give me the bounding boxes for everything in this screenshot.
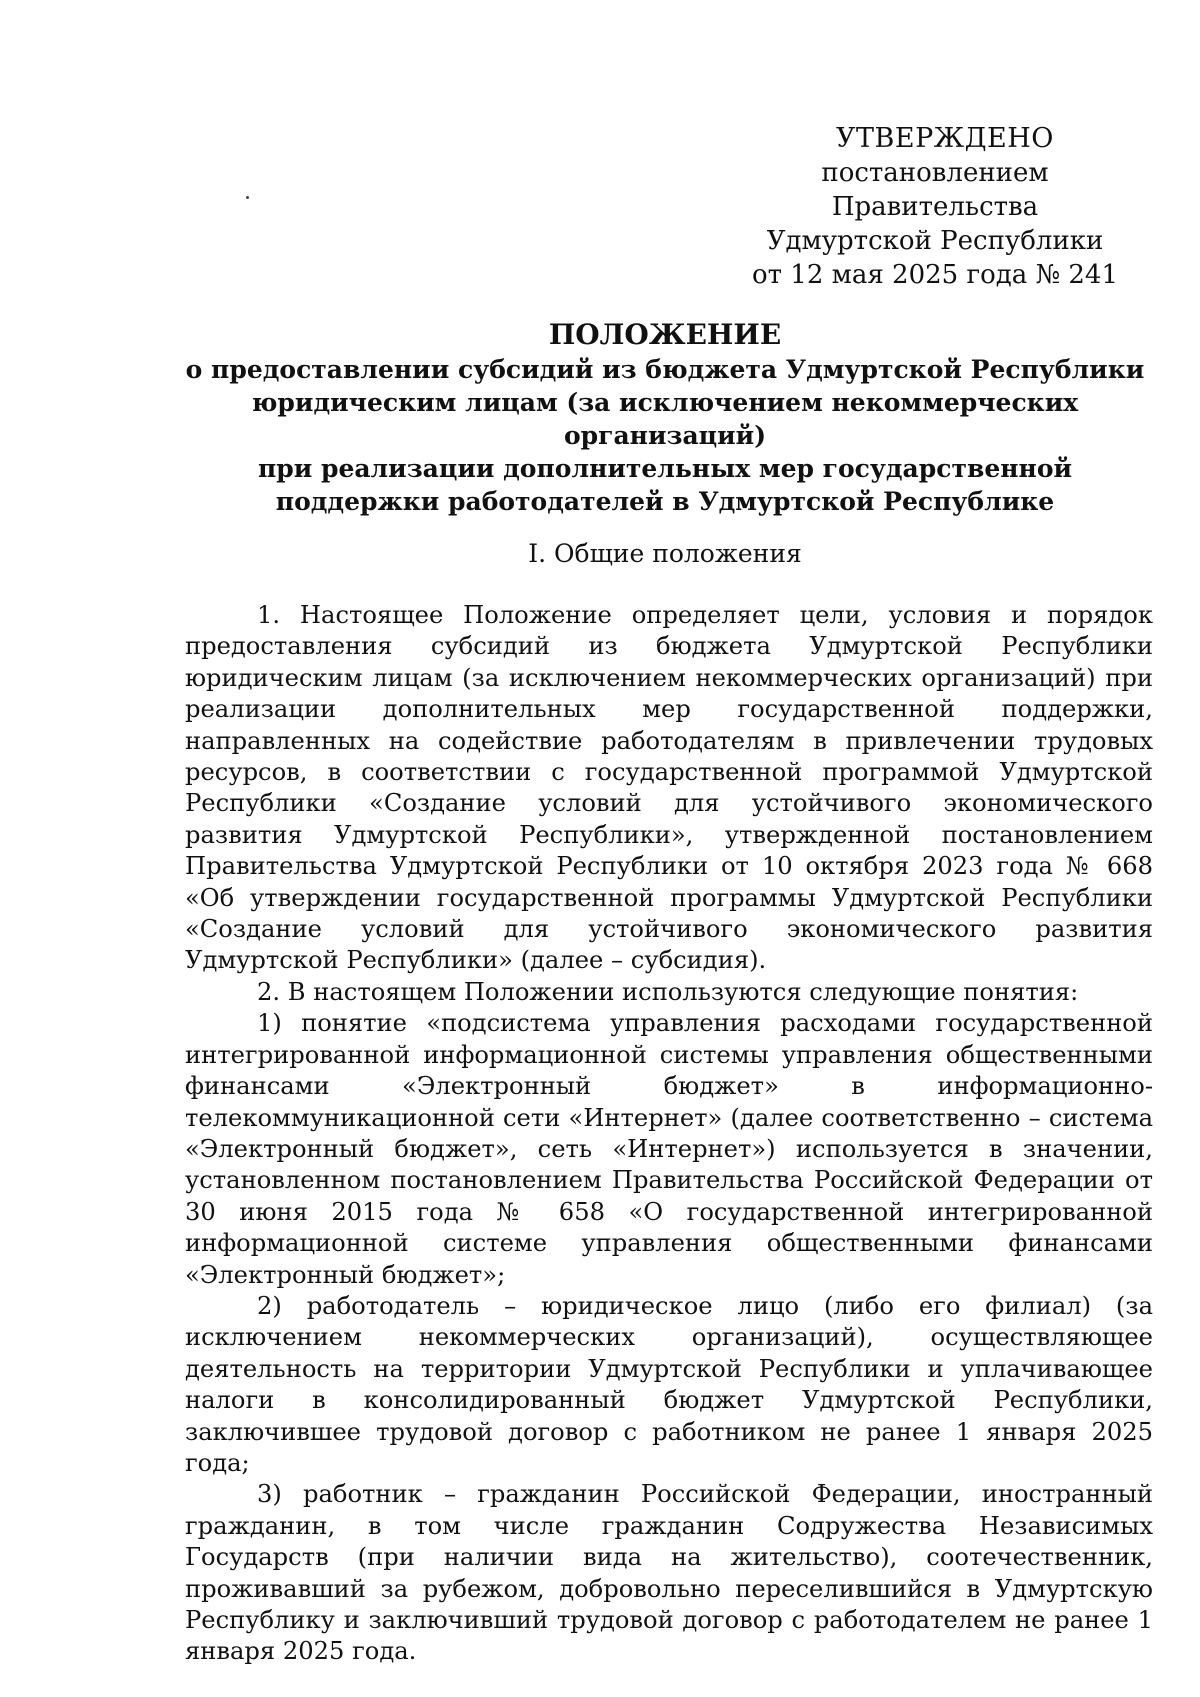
- approval-line: постановлением Правительства: [821, 158, 1049, 222]
- paragraph: 1) понятие «подсистема управления расходами государственной интегрированной информационной системы управления общественными финансами «Электронный бюджет» в информационно-телекоммуникационной сети «Интернет» (далее соответственно – система «Электронный бюджет», сеть «Интернет») используется в значении, установленном постановлением Правительства Российской Федерации от 30 июня 2015 года № 658 «О государственной интегрированной информационной системе управления общественными финансами «Электронный бюджет»;: [185, 1009, 1153, 1289]
- document-body: [185, 600, 1153, 1668]
- paragraph: 1. Настоящее Положение определяет цели, условия и порядок предоставления субсидий из бюджета Удмуртской Республики юридическим лицам (за исключением некоммерческих организаций) при реализации дополнительных мер государственной поддержки, направленных на содействие работодателям в привлечении трудовых ресурсов, в соответствии с государственной программой Удмуртской Республики «Создание условий для устойчивого экономического развития Удмуртской Республики», утвержденной постановлением Правительства Удмуртской Республики от 10 октября 2023 года № 668 «Об утверждении государственной программы Удмуртской Республики «Создание условий для устойчивого экономического развития Удмуртской Республики» (далее – субсидия).: [185, 601, 1153, 975]
- document-title-line: при реализации дополнительных мер государственной: [257, 454, 1073, 483]
- approval-line: Удмуртской Республики: [766, 226, 1104, 256]
- approval-line: от 12 мая 2025 года № 241: [751, 260, 1119, 290]
- paragraph: 3) работник – гражданин Российской Федерации, иностранный гражданин, в том числе гражданин Содружества Независимых Государств (при наличии вида на жительство), соотечественник, проживавший за рубежом, добровольно переселившийся в Удмуртскую Республику и заключивший трудовой договор с работодателем не ранее 1 января 2025 года.: [185, 1480, 1153, 1666]
- document-type-heading: ПОЛОЖЕНИЕ: [548, 318, 782, 351]
- document-title-line: о предоставлении субсидий из бюджета Удмуртской Республики: [185, 355, 1145, 384]
- document-title-block: [185, 318, 1145, 518]
- paragraph: 2) работодатель – юридическое лицо (либо его филиал) (за исключением некоммерческих организаций), осуществляющее деятельность на территории Удмуртской Республики и уплачивающее налоги в консолидированный бюджет Удмуртской Республики, заключившее трудовой договор с работником не ранее 1 января 2025 года;: [185, 1291, 1153, 1477]
- approval-heading: УТВЕРЖДЕНО: [836, 123, 1054, 154]
- paragraph: 2. В настоящем Положении используются следующие понятия:: [257, 977, 1079, 1006]
- approval-stamp-block: [745, 122, 1125, 292]
- scan-speck: [246, 196, 249, 199]
- document-title-line: поддержки работодателей в Удмуртской Республике: [275, 487, 1055, 516]
- section-heading: I. Общие положения: [528, 539, 802, 568]
- document-title-line: юридическим лицам (за исключением некоммерческих организаций): [251, 388, 1079, 450]
